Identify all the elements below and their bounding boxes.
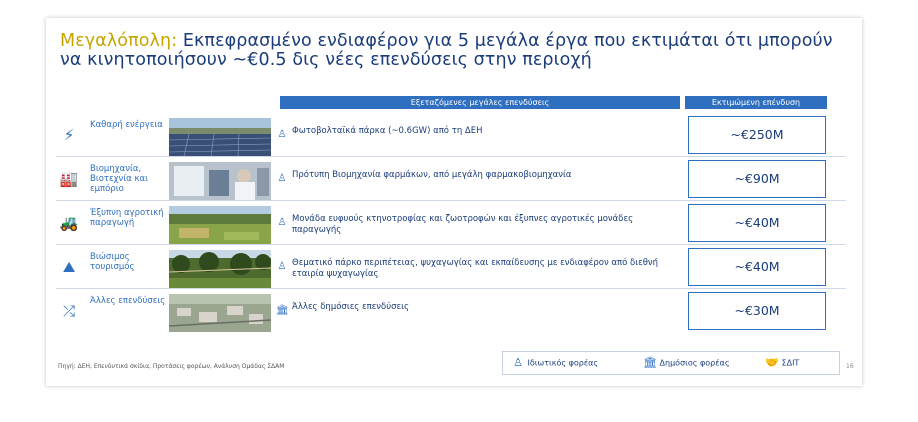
slide xyxy=(46,18,862,386)
source-note: Πηγή: ΔΕΗ, Επενδυτικά σκίδια, Προτάσεις φορέων, Ανάλυση Ομάδας ΣΔΑΜ xyxy=(58,363,285,370)
legend-public-label: Δημόσιος φορέας xyxy=(659,358,730,368)
legend xyxy=(502,351,840,375)
handshake-icon: 🤝 xyxy=(765,356,779,369)
slide-title xyxy=(60,32,850,70)
private-actor-icon: ♙ xyxy=(277,217,287,228)
private-actor-icon: ♙ xyxy=(513,356,523,369)
legend-private xyxy=(511,356,598,371)
table-row xyxy=(56,248,846,286)
investment-header: Εκτιμώμενη επένδυση xyxy=(685,96,827,109)
category-label: Έξυπνη αγροτική παραγωγή xyxy=(90,208,164,228)
row-divider xyxy=(56,200,846,201)
legend-sdit xyxy=(765,356,799,371)
factory-icon: 🏭 xyxy=(59,170,79,188)
investment-value: ~€30M xyxy=(688,292,826,330)
table-row xyxy=(56,160,846,198)
pharma-lab-photo xyxy=(169,162,271,200)
projects-header: Εξεταζόμενες μεγάλες επενδύσεις xyxy=(280,96,680,109)
table-row xyxy=(56,116,846,154)
project-text: Άλλες δημόσιες επενδύσεις xyxy=(292,302,409,312)
title-highlight: Μεγαλόπολη: xyxy=(60,31,178,51)
title-text: Εκπεφρασμένο ενδιαφέρον για 5 μεγάλα έργα που εκτιμάται ότι μπορούν να κινητοποιήσουν ~€0.5 δις νέες επενδύσεις στην περιοχή xyxy=(60,31,833,70)
category-label: Καθαρή ενέργεια xyxy=(90,120,163,130)
lightning-icon: ⚡ xyxy=(63,126,75,144)
private-actor-icon: ♙ xyxy=(277,129,287,140)
category-label: Βιομηχανία, Βιοτεχνία και εμπόριο xyxy=(90,164,148,194)
private-actor-icon: ♙ xyxy=(277,261,287,272)
row-divider xyxy=(56,288,846,289)
farmland-photo xyxy=(169,206,271,244)
investment-value: ~€250M xyxy=(688,116,826,154)
legend-public xyxy=(643,356,730,371)
table-row xyxy=(56,292,846,330)
project-text: Θεματικό πάρκο περιπέτειας, ψυχαγωγίας και εκπαίδευσης με ενδιαφέρον από διεθνή εταιρία ψυχαγωγίας xyxy=(292,258,659,279)
tractor-icon: 🚜 xyxy=(59,214,79,232)
investment-value: ~€40M xyxy=(688,204,826,242)
shuffle-icon: ⤮ xyxy=(62,302,75,320)
solar-panels-photo xyxy=(169,118,271,156)
private-actor-icon: ♙ xyxy=(277,173,287,184)
legend-sdit-label: ΣΔΙΤ xyxy=(781,358,800,368)
table-row xyxy=(56,204,846,242)
legend-private-label: Ιδιωτικός φορέας xyxy=(527,358,599,368)
aerial-town-photo xyxy=(169,294,271,332)
investment-value: ~€90M xyxy=(688,160,826,198)
page-number: 16 xyxy=(846,363,854,370)
tourism-icon: ⛰ xyxy=(62,258,76,276)
category-label: Άλλες επενδύσεις xyxy=(90,296,166,306)
row-divider xyxy=(56,244,846,245)
project-text: Φωτοβολταϊκά πάρκα (~0.6GW) από τη ΔΕΗ xyxy=(292,126,483,136)
category-label: Βιώσιμος τουρισμός xyxy=(90,252,135,272)
adventure-park-photo xyxy=(169,250,271,288)
investment-value: ~€40M xyxy=(688,248,826,286)
project-text: Μονάδα ευφυούς κτηνοτροφίας και ζωοτροφών και έξυπνες αγροτικές μονάδες παραγωγής xyxy=(292,214,634,235)
public-actor-icon: 🏛 xyxy=(276,305,289,316)
public-actor-icon: 🏛 xyxy=(643,356,657,369)
row-divider xyxy=(56,156,846,157)
project-text: Πρότυπη Βιομηχανία φαρμάκων, από μεγάλη φαρμακοβιομηχανία xyxy=(292,170,572,180)
